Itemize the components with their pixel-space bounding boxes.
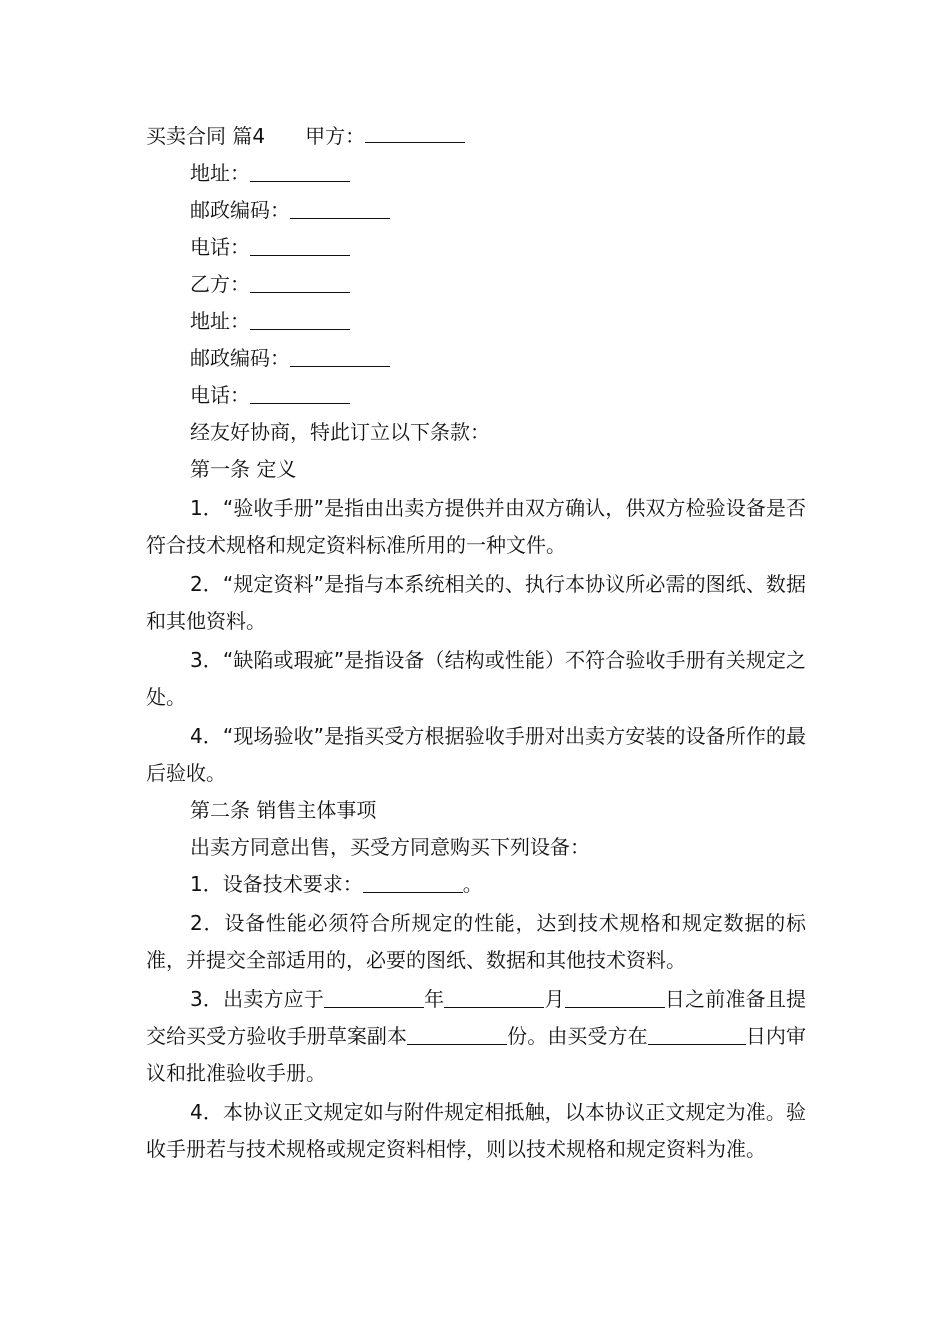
item3-text-1: 3．出卖方应于 bbox=[190, 987, 324, 1011]
article1-item-3: 3．“缺陷或瑕疵”是指设备（结构或性能）不符合验收手册有关规定之处。 bbox=[146, 648, 806, 709]
party-b-phone-row bbox=[146, 377, 806, 414]
party-a-postcode-label: 邮政编码： bbox=[190, 198, 290, 222]
intro-text: 经友好协商，特此订立以下条款： bbox=[190, 420, 490, 444]
party-b-label: 乙方： bbox=[190, 272, 250, 296]
party-b-postcode-row bbox=[146, 340, 806, 377]
party-b-postcode-label: 邮政编码： bbox=[190, 346, 290, 370]
party-a-phone-label: 电话： bbox=[190, 235, 250, 259]
article2-item-1 bbox=[146, 866, 806, 903]
article1-heading: 第一条 定义 bbox=[190, 457, 297, 481]
party-b-address-row bbox=[146, 303, 806, 340]
party-b-phone-label: 电话： bbox=[190, 383, 250, 407]
item3-text-3: 月 bbox=[544, 987, 565, 1011]
party-b-blank bbox=[250, 272, 350, 293]
document-title: 买卖合同 篇4 bbox=[146, 124, 266, 148]
party-b-phone-blank bbox=[250, 383, 350, 404]
title-row bbox=[146, 118, 806, 155]
party-a-phone-row bbox=[146, 229, 806, 266]
party-a-phone-blank bbox=[250, 235, 350, 256]
party-b-address-label: 地址： bbox=[190, 309, 250, 333]
article2-item-4: 4．本协议正文规定如与附件规定相抵触，以本协议正文规定为准。验收手册若与技术规格或规定资料相悖，则以技术规格和规定资料为准。 bbox=[146, 1100, 806, 1161]
article1-item-4: 4．“现场验收”是指买受方根据验收手册对出卖方安装的设备所作的最后验收。 bbox=[146, 724, 806, 785]
party-a-postcode-row bbox=[146, 192, 806, 229]
article2-heading: 第二条 销售主体事项 bbox=[190, 798, 377, 822]
party-a-address-row bbox=[146, 155, 806, 192]
party-a-address-blank bbox=[250, 161, 350, 182]
equipment-requirement-blank bbox=[363, 872, 463, 893]
item3-text-2: 年 bbox=[424, 987, 445, 1011]
party-a-label: 甲方： bbox=[305, 124, 366, 148]
item3-text-6: 日内审议和批准验收手册。 bbox=[146, 1024, 807, 1085]
review-days-blank-continued bbox=[706, 1024, 746, 1045]
article2-item-3 bbox=[146, 981, 806, 1092]
review-days-blank bbox=[648, 1024, 706, 1045]
article2-item-2: 2．设备性能必须符合所规定的性能，达到技术规格和规定数据的标准，并提交全部适用的，必要的图纸、数据和其他技术资料。 bbox=[146, 911, 806, 972]
day-blank bbox=[565, 987, 665, 1008]
party-a-blank bbox=[365, 122, 465, 143]
month-blank bbox=[444, 987, 544, 1008]
copies-blank bbox=[407, 1024, 507, 1045]
article1-item-2: 2．“规定资料”是指与本系统相关的、执行本协议所必需的图纸、数据和其他资料。 bbox=[146, 572, 806, 633]
party-a-address-label: 地址： bbox=[190, 161, 250, 185]
party-b-row bbox=[146, 266, 806, 303]
party-b-postcode-blank bbox=[290, 346, 390, 367]
contract-page bbox=[146, 118, 806, 1168]
party-a-postcode-blank bbox=[290, 198, 390, 219]
article2-item-1-suffix: 。 bbox=[462, 872, 483, 896]
party-b-address-blank bbox=[250, 309, 350, 330]
item3-text-5: 份。由买受方在 bbox=[507, 1024, 648, 1048]
item3-text-4: 日之前准备且提交给买受方验收手册草案副本 bbox=[146, 987, 807, 1048]
year-blank bbox=[324, 987, 424, 1008]
article1-item-1: 1．“验收手册”是指由出卖方提供并由双方确认，供双方检验设备是否符合技术规格和规定资料标准所用的一种文件。 bbox=[146, 496, 806, 557]
article2-item-1-prefix: 1．设备技术要求： bbox=[190, 872, 363, 896]
article2-intro: 出卖方同意出售，买受方同意购买下列设备： bbox=[190, 835, 590, 859]
